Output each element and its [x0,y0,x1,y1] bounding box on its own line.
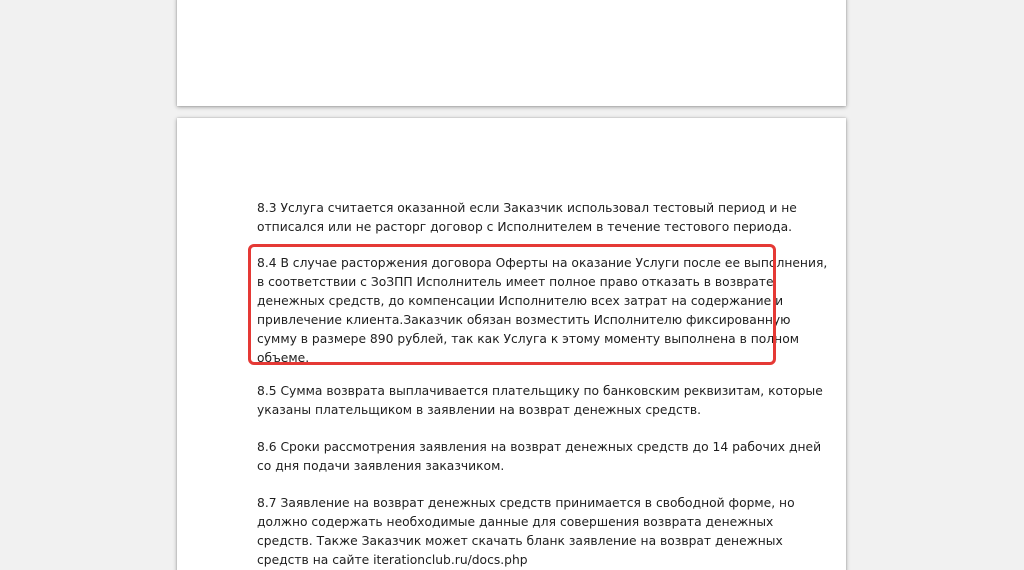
paragraph-line: средств на сайте iterationclub.ru/docs.php [257,553,528,567]
paragraph-line: средств. Также Заказчик может скачать бланк заявление на возврат денежных [257,534,783,548]
paragraph-line: денежных средств, до компенсации Исполнителю всех затрат на содержание и [257,294,784,308]
paragraph-8-7 [257,494,795,570]
paragraph-line: отписался или не расторг договор с Исполнителем в течение тестового периода. [257,220,793,234]
document-page-previous [177,0,846,106]
document-page-current [177,118,846,570]
paragraph-line: 8.3 Услуга считается оказанной если Заказчик использовал тестовый период и не [257,201,797,215]
paragraph-line: объеме. [257,351,310,365]
paragraph-line: 8.7 Заявление на возврат денежных средств принимается в свободной форме, но [257,496,795,510]
paragraph-line: со дня подачи заявления заказчиком. [257,459,505,473]
paragraph-line: 8.5 Сумма возврата выплачивается плательщику по банковским реквизитам, которые [257,384,823,398]
paragraph-line: привлечение клиента.Заказчик обязан возместить Исполнителю фиксированную [257,313,791,327]
paragraph-8-3 [257,199,797,237]
paragraph-8-5 [257,382,823,420]
paragraph-line: сумму в размере 890 рублей, так как Услуга к этому моменту выполнена в полном [257,332,799,346]
paragraph-line: указаны плательщиком в заявлении на возврат денежных средств. [257,403,702,417]
paragraph-8-4 [257,254,828,368]
paragraph-8-6 [257,438,822,476]
paragraph-line: 8.6 Сроки рассмотрения заявления на возврат денежных средств до 14 рабочих дней [257,440,822,454]
paragraph-line: в соответствии с ЗоЗПП Исполнитель имеет полное право отказать в возврате [257,275,774,289]
paragraph-line: 8.4 В случае расторжения договора Оферты на оказание Услуги после ее выполнения, [257,256,828,270]
paragraph-line: должно содержать необходимые данные для совершения возврата денежных [257,515,774,529]
